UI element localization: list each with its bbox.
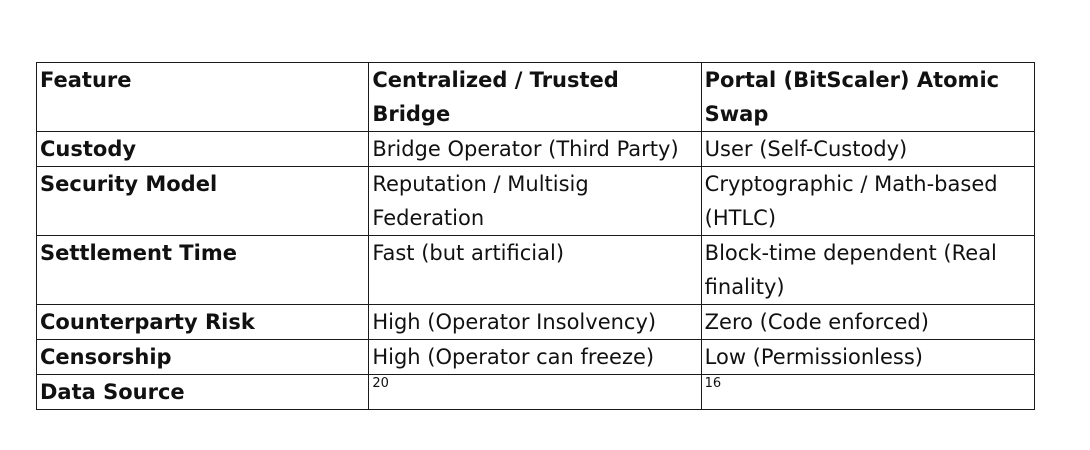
header-row <box>37 63 1035 132</box>
cell-bridge-security-model: Reputation / Multisig Federation <box>369 167 701 236</box>
citation-bridge: 20 <box>372 376 389 391</box>
header-centralized-bridge: Centralized / Trusted Bridge <box>369 63 701 132</box>
cell-swap-counterparty-risk: Zero (Code enforced) <box>701 305 1034 340</box>
cell-swap-custody: User (Self-Custody) <box>701 132 1034 167</box>
cell-bridge-custody: Bridge Operator (Third Party) <box>369 132 701 167</box>
table-row <box>37 340 1035 375</box>
comparison-table <box>36 62 1035 410</box>
row-label-settlement-time: Settlement Time <box>37 236 369 305</box>
header-feature: Feature <box>37 63 369 132</box>
row-label-censorship: Censorship <box>37 340 369 375</box>
cell-bridge-data-source <box>369 375 701 410</box>
cell-bridge-counterparty-risk: High (Operator Insolvency) <box>369 305 701 340</box>
row-label-security-model: Security Model <box>37 167 369 236</box>
row-label-counterparty-risk: Counterparty Risk <box>37 305 369 340</box>
cell-bridge-settlement-time: Fast (but artificial) <box>369 236 701 305</box>
table-body <box>37 132 1035 410</box>
row-label-custody: Custody <box>37 132 369 167</box>
table-header <box>37 63 1035 132</box>
table-row <box>37 167 1035 236</box>
table-row <box>37 132 1035 167</box>
cell-swap-censorship: Low (Permissionless) <box>701 340 1034 375</box>
header-portal-atomic-swap: Portal (BitScaler) Atomic Swap <box>701 63 1034 132</box>
table-row <box>37 236 1035 305</box>
row-label-data-source: Data Source <box>37 375 369 410</box>
table-row <box>37 305 1035 340</box>
table-row <box>37 375 1035 410</box>
cell-swap-settlement-time: Block-time dependent (Real finality) <box>701 236 1034 305</box>
cell-bridge-censorship: High (Operator can freeze) <box>369 340 701 375</box>
citation-swap: 16 <box>704 376 722 391</box>
cell-swap-security-model: Cryptographic / Math-based (HTLC) <box>701 167 1034 236</box>
cell-swap-data-source <box>701 375 1034 410</box>
